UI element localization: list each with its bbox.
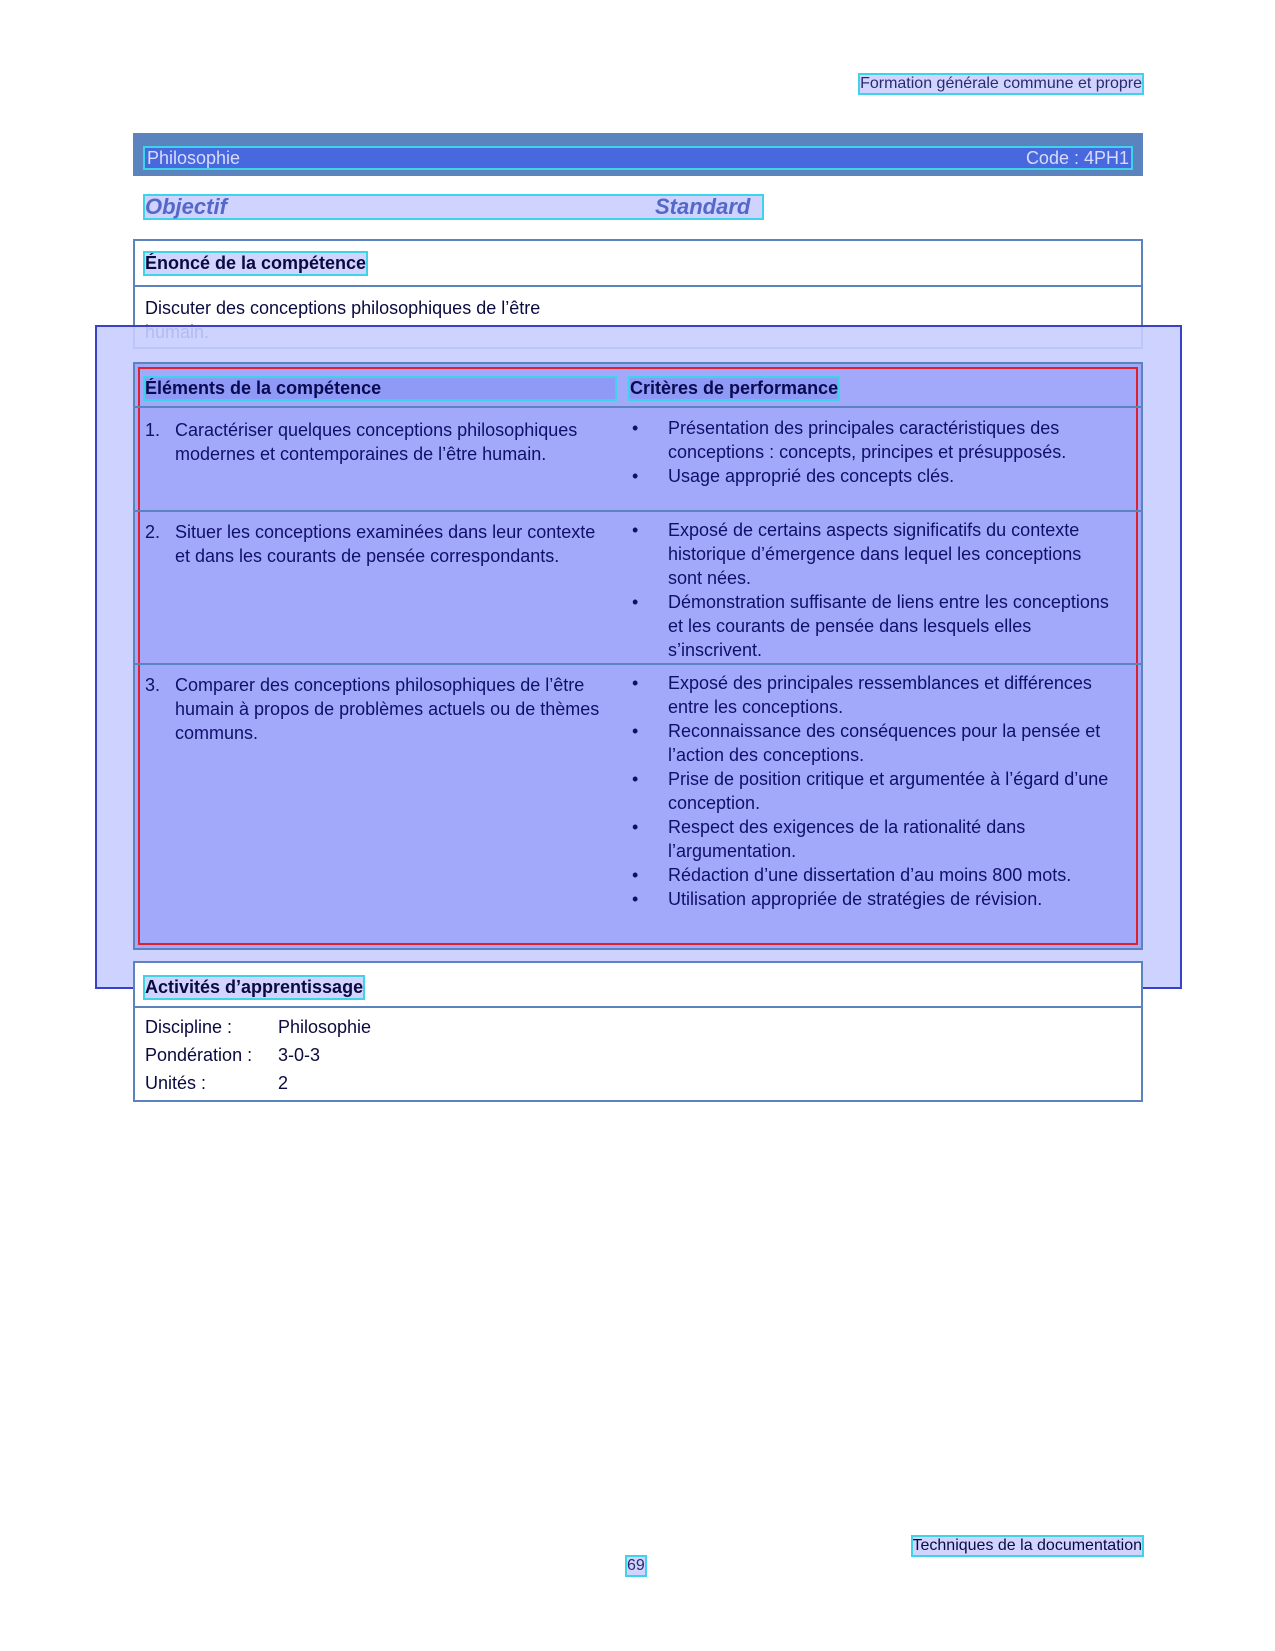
criterion-text: Exposé de certains aspects significatifs du contexte historique d’émergence dans lequel les conceptions sont nées. xyxy=(668,520,1082,588)
criterion-item xyxy=(630,590,1115,662)
activites-heading: Activités d’apprentissage xyxy=(145,977,364,997)
discipline-value: Philosophie xyxy=(278,1017,372,1037)
course-title-bar xyxy=(133,133,1143,176)
element-text: Situer les conceptions examinées dans leur contexte et dans les courants de pensée correspondants. xyxy=(175,522,596,566)
competence-table xyxy=(133,362,1143,950)
criterion-text: Rédaction d’une dissertation d’au moins 800 mots. xyxy=(668,865,1072,885)
col-criteres-heading: Critères de performance xyxy=(630,378,839,398)
criterion-text: Exposé des principales ressemblances et différences entre les conceptions. xyxy=(668,673,1092,717)
element-number: 2. xyxy=(145,522,161,542)
criterion-item xyxy=(630,863,1115,887)
bullet-icon: • xyxy=(632,592,639,612)
running-header: Formation générale commune et propre xyxy=(860,75,1142,92)
criterion-text: Utilisation appropriée de stratégies de révision. xyxy=(668,889,1043,909)
objectif-line xyxy=(145,196,762,218)
enonce-heading: Énoncé de la compétence xyxy=(145,253,367,273)
criteria-list-1 xyxy=(630,416,1115,488)
table-row xyxy=(135,510,1141,665)
bullet-icon: • xyxy=(632,466,639,486)
bullet-icon: • xyxy=(632,418,639,438)
objectif-label: Objectif xyxy=(145,194,227,219)
table-row xyxy=(135,406,1141,512)
course-title-inner xyxy=(145,148,1131,168)
table-header-row xyxy=(135,364,1141,406)
ponderation-value: 3-0-3 xyxy=(278,1045,321,1065)
activites-box xyxy=(133,961,1143,1102)
col-elements-heading: Éléments de la compétence xyxy=(145,378,615,399)
criterion-text: Respect des exigences de la rationalité dans l’argumentation. xyxy=(668,817,1026,861)
ponderation-label: Pondération : xyxy=(145,1045,253,1065)
criterion-item xyxy=(630,416,1115,464)
element-text: Caractériser quelques conceptions philosophiques modernes et contemporaines de l’être humain. xyxy=(175,420,578,464)
criterion-item xyxy=(630,815,1115,863)
criterion-text: Démonstration suffisante de liens entre les conceptions et les courants de pensée dans lesquels elles s’inscrivent. xyxy=(668,592,1109,660)
criterion-text: Prise de position critique et argumentée à l’égard d’une conception. xyxy=(668,769,1109,813)
criterion-item xyxy=(630,464,1115,488)
table-row xyxy=(135,663,1141,946)
criteria-list-3 xyxy=(630,671,1115,911)
unites-label: Unités : xyxy=(145,1073,207,1093)
bullet-icon: • xyxy=(632,721,639,741)
page-number: 69 xyxy=(627,1557,645,1574)
course-code: Code : 4PH1 xyxy=(1025,147,1129,168)
course-name: Philosophie xyxy=(147,147,241,168)
bullet-icon: • xyxy=(632,865,639,885)
criterion-item xyxy=(630,518,1115,590)
bullet-icon: • xyxy=(632,673,639,693)
criterion-item xyxy=(630,767,1115,815)
criterion-item xyxy=(630,671,1115,719)
criterion-item xyxy=(630,887,1115,911)
criterion-text: Reconnaissance des conséquences pour la pensée et l’action des conceptions. xyxy=(668,721,1101,765)
enonce-text: Discuter des conceptions philosophiques de l’être xyxy=(145,298,541,318)
activites-header xyxy=(135,963,1141,1008)
criterion-item xyxy=(630,719,1115,767)
enonce-header xyxy=(135,241,1141,287)
criterion-text: Présentation des principales caractéristiques des conceptions : concepts, principes et présupposés. xyxy=(668,418,1067,462)
standard-label: Standard xyxy=(655,194,751,219)
bullet-icon: • xyxy=(632,769,639,789)
bullet-icon: • xyxy=(632,889,639,909)
element-text: Comparer des conceptions philosophiques de l’être humain à propos de problèmes actuels ou de thèmes communs. xyxy=(175,675,600,743)
criteria-list-2 xyxy=(630,518,1115,662)
discipline-label: Discipline : xyxy=(145,1017,233,1037)
bullet-icon: • xyxy=(632,817,639,837)
criterion-text: Usage approprié des concepts clés. xyxy=(668,466,955,486)
unites-value: 2 xyxy=(278,1073,289,1093)
bullet-icon: • xyxy=(632,520,639,540)
element-number: 3. xyxy=(145,675,161,695)
running-footer: Techniques de la documentation xyxy=(912,1537,1142,1554)
element-number: 1. xyxy=(145,420,161,440)
